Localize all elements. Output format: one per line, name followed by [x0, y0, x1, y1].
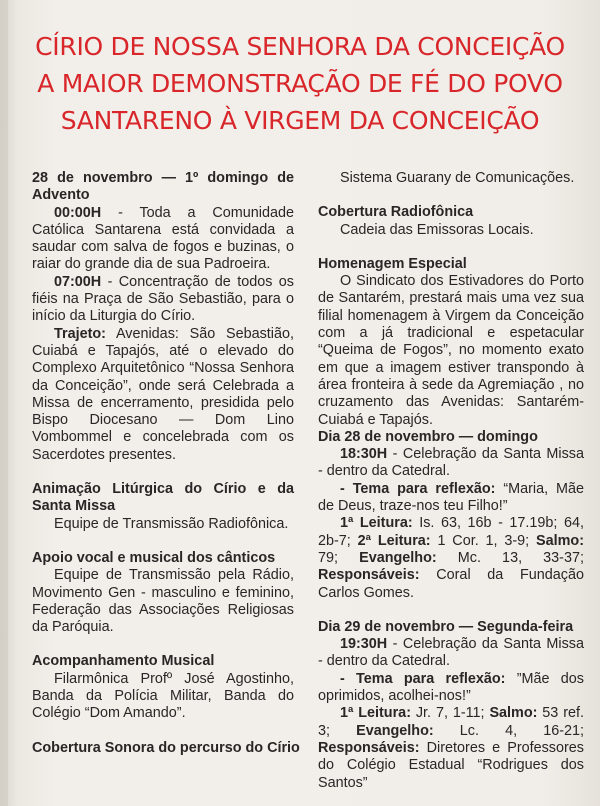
date-heading: 28 de novembro — 1º domingo de Advento	[32, 170, 294, 204]
tema-label: - Tema para reflexão:	[340, 480, 496, 497]
section-heading: Cobertura Sonora do percurso do Círio	[32, 739, 300, 756]
section-text: O Sindicato dos Estivadores do Porto de Santarém, prestará mais uma vez sua filial homenagem à Virgem da Conceição com a já tradicional e espetacular “Queima de Fogos”, no momento exato em que a imagem estiver transpondo à área fronteira à sede da Agremiação , no cruzamento das Avenidas: Santarém-Cuiabá e Tapajós.	[318, 273, 584, 428]
tema-text: ”Mãe dos oprimidos, acolhei-nos!”	[318, 670, 584, 705]
section-text: Equipe de Transmissão pela Rádio, Movimento Gen - masculino e feminino, Federação das Associações Religiosas da Paróquia.	[32, 567, 294, 636]
mass-text: - Celebração da Santa Missa - dentro da Catedral.	[318, 446, 584, 480]
tema-paragraph	[318, 671, 584, 706]
tema-text: “Maria, Mãe de Deus, traze-nos teu Filho!”	[318, 480, 584, 515]
readings-paragraph	[318, 705, 584, 791]
reading-label: 1ª Leitura:	[340, 515, 413, 532]
schedule-text: - Toda a Comunidade Católica Santarena está convidada a saudar com salva de fogos e buzinas, o raiar do grande dia de sua Padroeira.	[32, 204, 294, 273]
binding-shadow	[0, 0, 8, 806]
mass-time	[318, 636, 584, 671]
salmo-label: Salmo:	[489, 705, 538, 722]
mass-time	[318, 446, 584, 481]
section-heading: Apoio vocal e musical dos cânticos	[32, 549, 276, 566]
title-line-3: SANTARENO À VIRGEM DA CONCEIÇÃO	[60, 106, 540, 135]
section-text: Equipe de Transmissão Radiofônica.	[54, 515, 289, 532]
salmo-text: 53 ref. 3;	[318, 705, 584, 739]
readings-paragraph	[318, 515, 584, 601]
responsaveis-label: Responsáveis:	[318, 567, 420, 584]
reading-text: Is. 63, 16b - 17.19b; 64, 2b-7;	[318, 515, 584, 549]
trajeto-label: Trajeto:	[54, 325, 106, 342]
section-text: Filarmônica Profº José Agostinho, Banda da Polícia Militar, Banda do Colégio “Dom Amando”.	[32, 670, 294, 722]
evangelho-label: Evangelho:	[359, 549, 437, 566]
evangelho-text: Lc. 4, 16-21;	[433, 722, 584, 739]
salmo-label: Salmo:	[536, 532, 584, 549]
reading-label: 2ª Leitura:	[357, 532, 431, 549]
section-heading: Animação Litúrgica do Círio e da Santa Missa	[32, 481, 294, 515]
title-line-1: CÍRIO DE NOSSA SENHORA DA CONCEIÇÃO	[35, 32, 565, 61]
day-heading: Dia 28 de novembro — domingo	[318, 428, 538, 445]
mass-text: - Celebração da Santa Missa - dentro da Catedral.	[318, 636, 584, 670]
salmo-text: 79;	[318, 549, 360, 566]
page-title	[20, 28, 580, 139]
right-column	[318, 170, 584, 792]
trajeto-text: Avenidas: São Sebastião, Cuiabá e Tapajós, até o elevado do Complexo Arquitetônico “Nossa Senhora da Conceição”, onde será Celebrada a Missa de encerramento, presidida pelo Bispo Diocesano — Dom Lino Vombommel e concelebrada com os Sacerdotes presentes.	[32, 325, 294, 463]
time-label: 18:30H	[340, 446, 388, 463]
reading-text: Jr. 7, 1-11;	[410, 705, 490, 722]
section-heading: Cobertura Radiofônica	[318, 204, 474, 221]
responsaveis-text: Diretores e Professores do Colégio Estadual “Rodrigues dos Santos”	[318, 739, 584, 791]
continued-text: Sistema Guarany de Comunicações.	[340, 170, 575, 186]
title-line-2: A MAIOR DEMONSTRAÇÃO DE FÉ DO POVO	[37, 69, 563, 98]
tema-label: - Tema para reflexão:	[340, 670, 506, 687]
responsaveis-text: Coral da Fundação Carlos Gomes.	[318, 567, 584, 601]
section-heading: Acompanhamento Musical	[32, 653, 215, 670]
schedule-0000	[32, 205, 294, 274]
section-heading: Homenagem Especial	[318, 255, 467, 272]
time-label: 07:00H	[54, 273, 102, 290]
day-heading: Dia 29 de novembro — Segunda-feira	[318, 618, 574, 635]
responsaveis-label: Responsáveis:	[318, 739, 420, 756]
trajeto-paragraph	[32, 326, 294, 464]
tema-paragraph	[318, 481, 584, 516]
evangelho-text: Mc. 13, 33-37;	[436, 549, 584, 566]
reading-text: 1 Cor. 1, 3-9;	[430, 532, 537, 549]
section-text: Cadeia das Emissoras Locais.	[340, 221, 534, 238]
evangelho-label: Evangelho:	[356, 722, 434, 739]
schedule-text: - Concentração de todos os fiéis na Praça de São Sebastião, para o início da Liturgia do Círio.	[32, 273, 294, 325]
left-column	[32, 170, 300, 757]
schedule-0700	[32, 274, 294, 326]
reading-label: 1ª Leitura:	[340, 705, 411, 722]
time-label: 19:30H	[340, 636, 388, 653]
time-label: 00:00H	[54, 204, 102, 221]
